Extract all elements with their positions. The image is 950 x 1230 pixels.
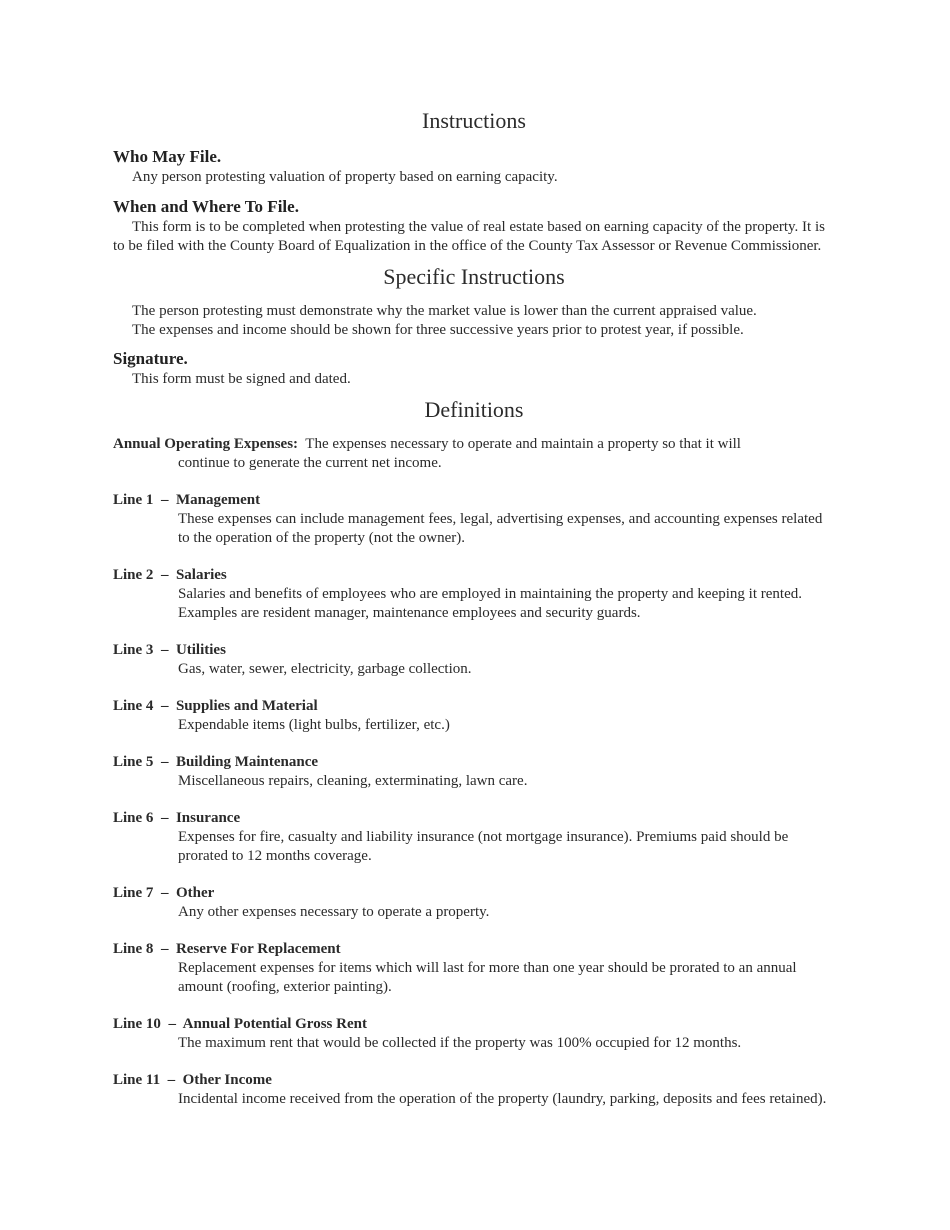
definition-line-desc: Replacement expenses for items which will last for more than one year should be prorated to an annual amount (roofing, exterior painting).: [178, 960, 797, 995]
definition-line-1: Line 1 – Management These expenses can include management fees, legal, advertising expenses, and accounting expenses related to the operation of the property (not the owner).: [113, 491, 835, 548]
definition-line-number: Line 2: [113, 567, 154, 583]
document-page: [113, 108, 835, 1109]
definition-line-number: Line 7: [113, 885, 154, 901]
definition-line-2: Line 2 – Salaries Salaries and benefits of employees who are employed in maintaining the property and keeping it rented. Examples are resident manager, maintenance employees and security guards.: [113, 566, 835, 623]
definition-line-3: Line 3 – Utilities Gas, water, sewer, electricity, garbage collection.: [113, 641, 835, 679]
definition-line-desc: Expenses for fire, casualty and liability insurance (not mortgage insurance). Premiums paid should be prorated to 12 months coverage.: [178, 829, 789, 864]
definition-line-name: Supplies and Material: [175, 698, 318, 714]
definition-line-number: Line 5: [113, 754, 154, 770]
definition-line-desc: Miscellaneous repairs, cleaning, exterminating, lawn care.: [178, 773, 528, 789]
definition-line-number: Line 11: [113, 1072, 161, 1088]
definition-line-name: Other: [175, 885, 215, 901]
definition-line-desc: Expendable items (light bulbs, fertilizer, etc.): [178, 717, 450, 733]
definition-line-5: Line 5 – Building Maintenance Miscellaneous repairs, cleaning, exterminating, lawn care.: [113, 753, 835, 791]
definition-line-number: Line 6: [113, 810, 154, 826]
definition-line-desc: Incidental income received from the operation of the property (laundry, parking, deposits and fees retained).: [178, 1091, 827, 1107]
definition-line-name: Other Income: [182, 1072, 272, 1088]
annual-operating-expenses: [113, 435, 835, 473]
definition-line-name: Management: [175, 492, 261, 508]
signature-heading: Signature.: [113, 349, 188, 368]
definition-line-11: Line 11 – Other Income Incidental income received from the operation of the property (laundry, parking, deposits and fees retained).: [113, 1071, 835, 1109]
definition-line-name: Reserve For Replacement: [175, 941, 341, 957]
definition-line-8: Line 8 – Reserve For Replacement Replacement expenses for items which will last for more than one year should be prorated to an annual amount (roofing, exterior painting).: [113, 940, 835, 997]
who-may-file-heading: Who May File.: [113, 147, 222, 166]
definition-line-desc: These expenses can include management fees, legal, advertising expenses, and accounting expenses related to the operation of the property (not the owner).: [178, 511, 823, 546]
signature-text: This form must be signed and dated.: [132, 371, 351, 387]
definition-line-number: Line 1: [113, 492, 154, 508]
instructions-title: Instructions: [422, 108, 526, 133]
annual-operating-expenses-text-cont: continue to generate the current net income.: [178, 455, 442, 471]
annual-operating-expenses-text: The expenses necessary to operate and maintain a property so that it will: [305, 436, 741, 452]
definition-line-name: Annual Potential Gross Rent: [182, 1016, 367, 1032]
annual-operating-expenses-label: Annual Operating Expenses:: [113, 436, 299, 452]
definition-line-number: Line 4: [113, 698, 154, 714]
definition-line-number: Line 8: [113, 941, 154, 957]
definition-line-desc: Any other expenses necessary to operate a property.: [178, 904, 490, 920]
definition-line-7: Line 7 – Other Any other expenses necessary to operate a property.: [113, 884, 835, 922]
specific-para-2: The expenses and income should be shown for three successive years prior to protest year, if possible.: [132, 322, 744, 338]
when-where-heading: When and Where To File.: [113, 197, 299, 216]
definition-line-desc: Salaries and benefits of employees who are employed in maintaining the property and keeping it rented. Examples are resident manager, maintenance employees and security guards.: [178, 586, 802, 621]
definition-line-name: Insurance: [175, 810, 241, 826]
definitions-title: Definitions: [424, 397, 524, 422]
definition-line-name: Utilities: [175, 642, 226, 658]
when-where-text: This form is to be completed when protesting the value of real estate based on earning capacity of the property. It is to be filed with the County Board of Equalization in the office of the County Tax Assessor or Revenue Commissioner.: [113, 219, 825, 254]
definitions-list: [113, 435, 835, 1109]
specific-para-1: The person protesting must demonstrate why the market value is lower than the current appraised value.: [132, 303, 757, 319]
definition-line-desc: Gas, water, sewer, electricity, garbage collection.: [178, 661, 472, 677]
definition-line-name: Building Maintenance: [175, 754, 319, 770]
specific-instructions-title: Specific Instructions: [383, 264, 565, 289]
definition-line-10: Line 10 – Annual Potential Gross Rent The maximum rent that would be collected if the property was 100% occupied for 12 months.: [113, 1015, 835, 1053]
definition-line-name: Salaries: [175, 567, 227, 583]
definition-line-desc: The maximum rent that would be collected if the property was 100% occupied for 12 months.: [178, 1035, 742, 1051]
who-may-file-text: Any person protesting valuation of property based on earning capacity.: [132, 169, 558, 185]
definition-line-number: Line 3: [113, 642, 154, 658]
definition-line-4: Line 4 – Supplies and Material Expendable items (light bulbs, fertilizer, etc.): [113, 697, 835, 735]
definition-line-number: Line 10: [113, 1016, 161, 1032]
definition-line-6: Line 6 – Insurance Expenses for fire, casualty and liability insurance (not mortgage insurance). Premiums paid should be prorated to 12 months coverage.: [113, 809, 835, 866]
